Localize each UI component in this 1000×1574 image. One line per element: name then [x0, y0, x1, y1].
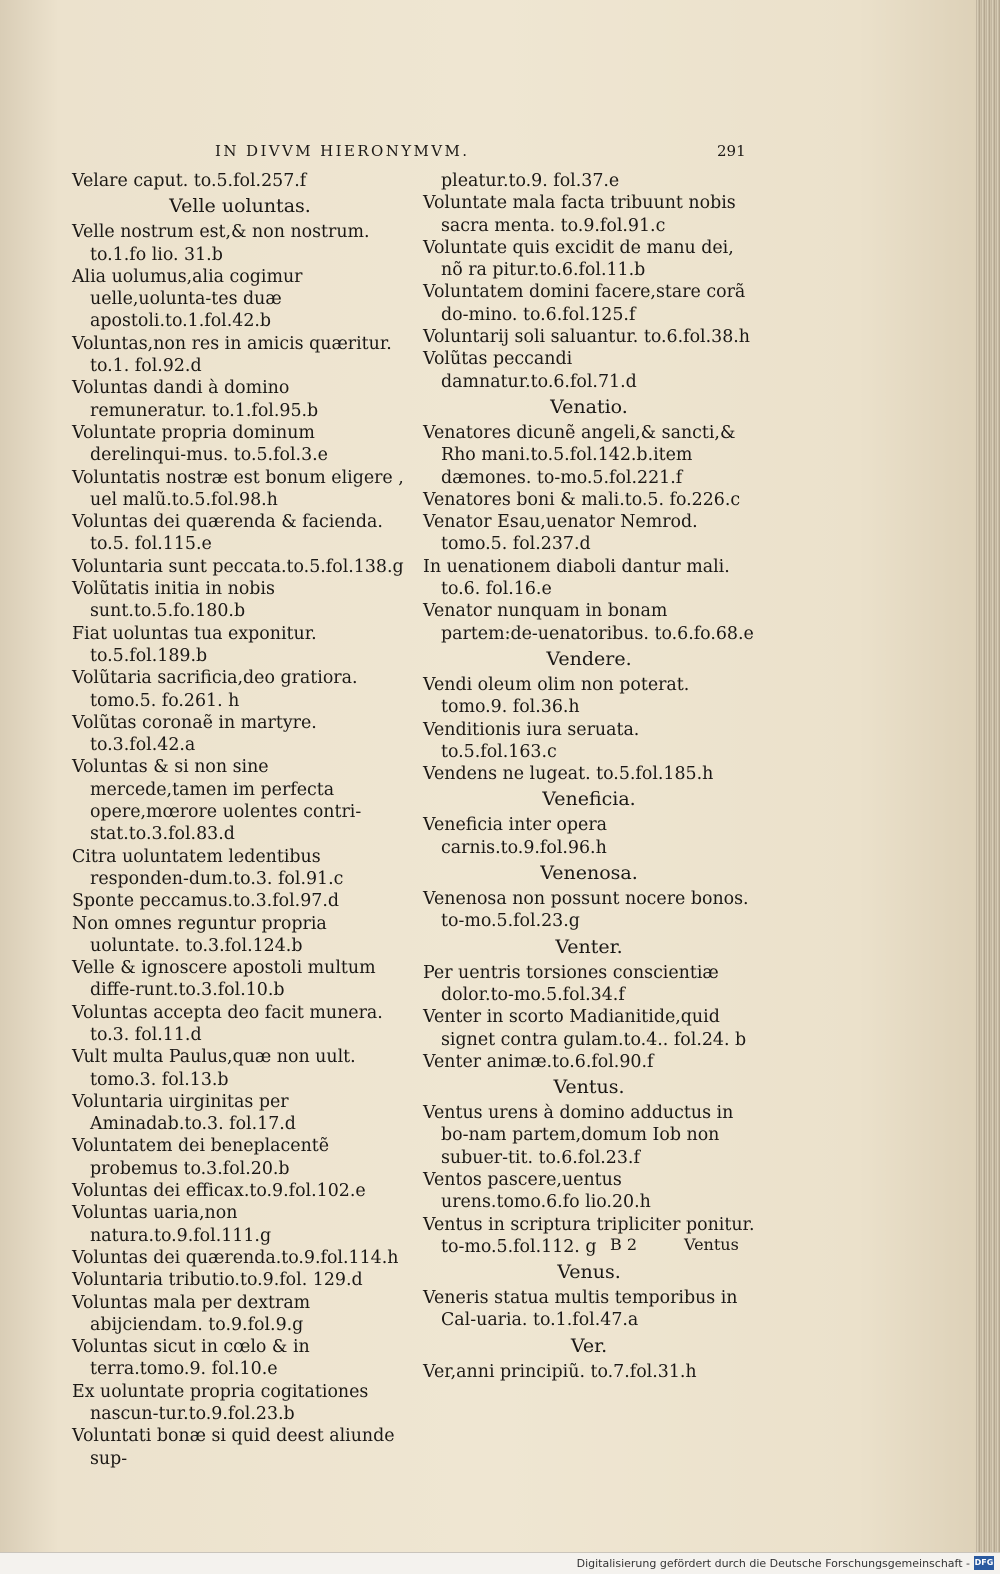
index-entry: Venenosa non possunt nocere bonos. to-mo.5.fol.23.g	[423, 889, 749, 932]
index-entry: Venter animæ.to.6.fol.90.f	[423, 1051, 654, 1072]
index-entry: Venatores boni & mali.to.5. fo.226.c	[423, 489, 741, 510]
index-entry: Ex uoluntate propria cogitationes nascun-tur.to.9.fol.23.b	[72, 1381, 369, 1425]
index-entry: Vendens ne lugeat. to.5.fol.185.h	[423, 764, 714, 785]
digitization-footer	[0, 1552, 1000, 1574]
index-entry: Voluntate propria dominum derelinqui-mus. to.5.fol.3.e	[72, 422, 328, 466]
index-entry: Voluntas mala per dextram abijciendam. to.9.fol.9.g	[72, 1292, 311, 1335]
index-entry: Voluntarij soli saluantur. to.6.fol.38.h	[423, 327, 750, 348]
dfg-logo: DFG	[974, 1556, 994, 1570]
index-heading: Ver.	[570, 1334, 608, 1357]
index-entry: Voluntas uaria,non natura.to.9.fol.111.g	[72, 1203, 272, 1246]
index-entry: Velle & ignoscere apostoli multum diffe-runt.to.3.fol.10.b	[72, 958, 376, 1001]
index-entry: Per uentris torsiones conscientiæ dolor.to-mo.5.fol.34.f	[423, 962, 719, 1005]
index-entry: Velle nostrum est,& non nostrum. to.1.fo lio. 31.b	[72, 222, 370, 265]
index-entry: Fiat uoluntas tua exponitur. to.5.fol.189.b	[72, 623, 317, 666]
catchword: Ventus	[684, 1235, 739, 1254]
index-entry: Voluntaria uirginitas per Aminadab.to.3. fol.17.d	[72, 1091, 296, 1135]
index-entry: Voluntas dandi à domino remuneratur. to.1.fol.95.b	[72, 378, 319, 421]
index-entry: Non omnes reguntur propria uoluntate. to.3.fol.124.b	[72, 913, 327, 956]
index-column-right	[423, 170, 755, 1383]
index-heading: Veneficia.	[542, 788, 636, 811]
index-entry: Venator nunquam in bonam partem:de-uenatoribus. to.6.fo.68.e	[423, 601, 754, 644]
index-heading: Venatio.	[550, 395, 628, 418]
index-entry: Volũtas coronaẽ in martyre. to.3.fol.42.a	[72, 712, 317, 756]
index-entry: Voluntas & si non sine mercede,tamen im perfecta opere,mœrore uolentes contri-stat.to.3.fol.83.d	[72, 757, 362, 845]
index-entry: Voluntas dei efficax.to.9.fol.102.e	[72, 1181, 366, 1202]
index-entry: Volũtatis initia in nobis sunt.to.5.fo.180.b	[72, 579, 275, 622]
index-entry: Volũtas peccandi damnatur.to.6.fol.71.d	[423, 349, 637, 392]
footer-credit: Digitalisierung gefördert durch die Deutsche Forschungsgemeinschaft -	[576, 1557, 970, 1570]
index-entry: Voluntaria tributio.to.9.fol. 129.d	[72, 1270, 363, 1291]
index-entry: Voluntatem dei beneplacentẽ probemus to.3.fol.20.b	[72, 1136, 330, 1179]
index-entry: Alia uolumus,alia cogimur uelle,uolunta-tes duæ apostoli.to.1.fol.42.b	[72, 266, 303, 332]
index-entry: Voluntas,non res in amicis quæritur. to.1. fol.92.d	[72, 333, 392, 377]
index-entry: Veneris statua multis temporibus in Cal-uaria. to.1.fol.47.a	[423, 1288, 738, 1331]
index-heading: Venus.	[557, 1261, 621, 1284]
index-entry: Ver,anni principiũ. to.7.fol.31.h	[423, 1361, 697, 1382]
index-heading: Vendere.	[546, 647, 632, 670]
folio-number: 291	[717, 142, 746, 160]
index-entry: Venditionis iura seruata. to.5.fol.163.c	[423, 719, 640, 762]
index-entry: Voluntate mala facta tribuunt nobis sacra menta. to.9.fol.91.c	[423, 193, 736, 236]
index-entry: Velare caput. to.5.fol.257.f	[72, 171, 307, 191]
index-entry: Vendi oleum olim non poterat. tomo.9. fol.36.h	[423, 674, 690, 718]
index-entry: Veneficia inter opera carnis.to.9.fol.96.h	[423, 815, 608, 858]
index-heading: Velle uoluntas.	[169, 195, 311, 218]
index-entry: Voluntas accepta deo facit munera. to.3. fol.11.d	[72, 1002, 383, 1045]
index-heading: Ventus.	[553, 1076, 625, 1099]
index-entry: Venator Esau,uenator Nemrod. tomo.5. fol.237.d	[423, 512, 698, 555]
index-heading: Venter.	[555, 935, 623, 958]
index-entry: Voluntati bonæ si quid deest aliunde sup-	[72, 1426, 395, 1469]
index-entry: Voluntatis nostræ est bonum eligere , uel malũ.to.5.fol.98.h	[72, 467, 404, 510]
index-entry: Voluntate quis excidit de manu dei, nõ ra pitur.to.6.fol.11.b	[423, 237, 734, 281]
index-entry: Ventus urens à domino adductus in bo-nam partem,domum Iob non subuer-tit. to.6.fol.23.f	[423, 1103, 734, 1168]
index-entry: In uenationem diaboli dantur mali. to.6. fol.16.e	[423, 556, 730, 600]
index-entry: Volũtaria sacrificia,deo gratiora. tomo.5. fo.261. h	[72, 668, 358, 711]
index-entry: Voluntas dei quærenda & facienda. to.5. fol.115.e	[72, 512, 383, 555]
index-entry: Ventus in scriptura tripliciter ponitur. to-mo.5.fol.112. g	[423, 1214, 755, 1257]
index-entry: Sponte peccamus.to.3.fol.97.d	[72, 891, 339, 912]
index-entry: pleatur.to.9. fol.37.e	[441, 171, 620, 191]
index-entry: Ventos pascere,uentus urens.tomo.6.fo lio.20.h	[423, 1169, 651, 1213]
index-entry: Citra uoluntatem ledentibus responden-dum.to.3. fol.91.c	[72, 846, 344, 889]
page-fore-edge	[976, 0, 1000, 1552]
index-column-left	[72, 170, 408, 1470]
running-head: IN DIVVM HIERONYMVM.	[215, 142, 470, 160]
index-entry: Voluntatem domini facere,stare corã do-mino. to.6.fol.125.f	[423, 282, 746, 325]
index-entry: Venter in scorto Madianitide,quid signet contra gulam.to.4.. fol.24. b	[423, 1007, 747, 1050]
signature-mark: B 2	[610, 1235, 638, 1254]
index-entry: Voluntas sicut in cœlo & in terra.tomo.9. fol.10.e	[72, 1337, 310, 1380]
index-entry: Voluntaria sunt peccata.to.5.fol.138.g	[72, 556, 404, 577]
index-heading: Venenosa.	[540, 862, 638, 885]
index-entry: Voluntas dei quærenda.to.9.fol.114.h	[72, 1247, 399, 1268]
index-entry: Vult multa Paulus,quæ non uult. tomo.3. fol.13.b	[72, 1047, 356, 1090]
index-entry: Venatores dicunẽ angeli,& sancti,& Rho mani.to.5.fol.142.b.item dæmones. to-mo.5.fol.221.f	[423, 422, 736, 488]
